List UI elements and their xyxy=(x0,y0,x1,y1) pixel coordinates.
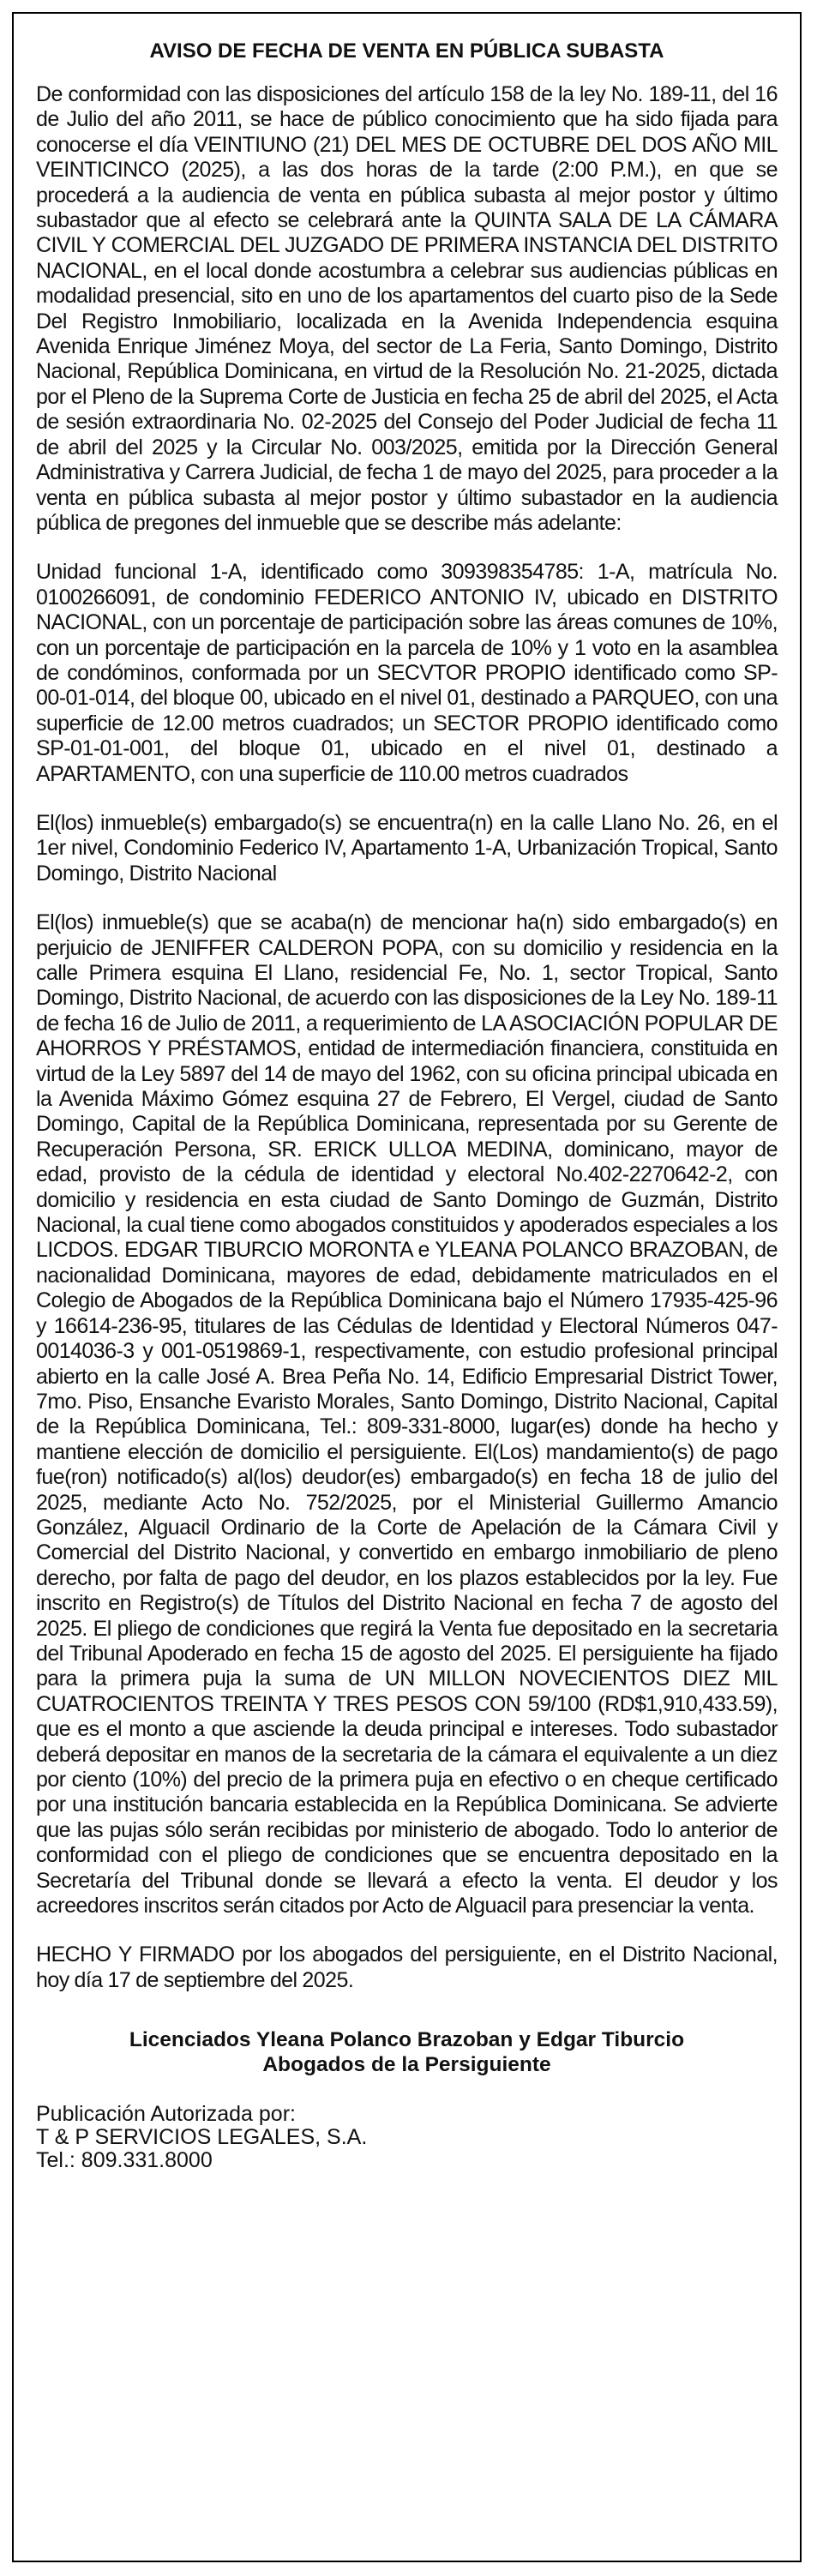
legal-notice xyxy=(12,12,802,2562)
paragraph-property-location: El(los) inmueble(s) embargado(s) se encuentra(n) en la calle Llano No. 26, en el 1er nivel, Condominio Federico IV, Apartamento 1-A, Urbanización Tropical, Santo Domingo, Distrito Nacional xyxy=(36,810,778,886)
publication-authorized-by: Publicación Autorizada por: xyxy=(36,2102,296,2127)
notice-title: AVISO DE FECHA DE VENTA EN PÚBLICA SUBASTA xyxy=(149,39,664,63)
paragraph-signed-date: HECHO Y FIRMADO por los abogados del persiguiente, en el Distrito Nacional, hoy día 17 de septiembre del 2025. xyxy=(36,1943,778,1992)
signers-block xyxy=(36,2027,778,2077)
paragraph-seizure-details: El(los) inmueble(s) que se acaba(n) de mencionar ha(n) sido embargado(s) en perjuicio de JENIFFER CALDERON POPA, con su domicilio y residencia en la calle Primera esquina El Llano, residencial Fe, No. 1, sector Tropical, Santo Domingo, Distrito Nacional, de acuerdo con las disposiciones de la Ley No. 189-11 de fecha 16 de Julio de 2011, a requerimiento de LA ASOCIACIÓN POPULAR DE AHORROS Y PRÉSTAMOS, entidad de intermediación financiera, constituida en virtud de la Ley 5897 del 14 de mayo del 1962, con su oficina principal ubicada en la Avenida Máximo Gómez esquina 27 de Febrero, El Vergel, ciudad de Santo Domingo, Capital de la República Dominicana, representada por su Gerente de Recuperación Persona, SR. ERICK ULLOA MEDINA, dominicano, mayor de edad, provisto de la cédula de identidad y electoral No.402-2270642-2, con domicilio y residencia en esta ciudad de Santo Domingo de Guzmán, Distrito Nacional, la cual tiene como abogados constituidos y apoderados especiales a los LICDOS. EDGAR TIBURCIO MORONTA e YLEANA POLANCO BRAZOBAN, de nacionalidad Dominicana, mayores de edad, debidamente matriculados en el Colegio de Abogados de la República Dominicana bajo el Número 17935-425-96 y 16614-236-95, titulares de las Cédulas de Identidad y Electoral Números 047-0014036-3 y 001-0519869-1, respectivamente, con estudio profesional principal abierto en la calle José A. Brea Peña No. 14, Edificio Empresarial District Tower, 7mo. Piso, Ensanche Evaristo Morales, Santo Domingo, Distrito Nacional, Capital de la República Dominicana, Tel.: 809-331-8000, lugar(es) donde ha hecho y mantiene elección de domicilio el persiguiente. El(Los) mandamiento(s) de pago fue(ron) notificado(s) al(los) deudor(es) embargado(s) en fecha 18 de julio del 2025, mediante Acto No. 752/2025, por el Ministerial Guillermo Amancio González, Alguacil Ordinario de la Corte de Apelación de la Cámara Civil y Comercial del Distrito Nacional, y convertido en embargo inmobiliario de pleno derecho, por falta de pago del deudor, en los plazos establecidos por la ley. Fue inscrito en Registro(s) de Títulos del Distrito Nacional en fecha 7 de agosto del 2025. El pliego de condiciones que regirá la Venta fue depositado en la secretaria del Tribunal Apoderado en fecha 15 de agosto del 2025. El persiguiente ha fijado para la primera puja la suma de UN MILLON NOVECIENTOS DIEZ MIL CUATROCIENTOS TREINTA Y TRES PESOS CON 59/100 (RD$1,910,433.59), que es el monto a que asciende la deuda principal e intereses. Todo subastador deberá depositar en manos de la secretaria de la cámara el equivalente a un diez por ciento (10%) del precio de la primera puja en efectivo o en cheque certificado por una institución bancaria establecida en la República Dominicana. Se advierte que las pujas sólo serán recibidas por ministerio de abogado. Todo lo anterior de conformidad con el pliego de condiciones que se encuentra depositado en la Secretaría del Tribunal donde se llevará a efecto la venta. El deudor y los acreedores inscritos serán citados por Acto de Alguacil para presenciar la venta. xyxy=(36,910,778,1918)
signers-names: Licenciados Yleana Polanco Brazoban y Edgar Tiburcio xyxy=(129,2028,685,2052)
signers-role: Abogados de la Persiguiente xyxy=(262,2053,551,2077)
publication-phone: Tel.: 809.331.8000 xyxy=(36,2148,213,2173)
paragraph-property-description: Unidad funcional 1-A, identificado como 309398354785: 1-A, matrícula No. 0100266091, de condominio FEDERICO ANTONIO IV, ubicado en DISTRITO NACIONAL, con un porcentaje de participación sobre las áreas comunes de 10%, con un porcentaje de participación en la parcela de 10% y 1 voto en la asamblea de condóminos, conformada por un SECVTOR PROPIO identificado como SP-00-01-014, del bloque 00, ubicado en el nivel 01, destinado a PARQUEO, con una superficie de 12.00 metros cuadrados; un SECTOR PROPIO identificado como SP-01-01-001, del bloque 01, ubicado en el nivel 01, destinado a APARTAMENTO, con una superficie de 110.00 metros cuadrados xyxy=(36,560,778,786)
publication-company: T & P SERVICIOS LEGALES, S.A. xyxy=(36,2125,368,2150)
publication-block xyxy=(36,2103,778,2172)
paragraph-auction-date: De conformidad con las disposiciones del artículo 158 de la ley No. 189-11, del 16 de Julio del año 2011, se hace de público conocimiento que ha sido fijada para conocerse el día VEINTIUNO (21) DEL MES DE OCTUBRE DEL DOS AÑO MIL VEINTICINCO (2025), a las dos horas de la tarde (2:00 P.M.), en que se procederá a la audiencia de venta en pública subasta al mejor postor y último subastador que al efecto se celebrará ante la QUINTA SALA DE LA CÁMARA CIVIL Y COMERCIAL DEL JUZGADO DE PRIMERA INSTANCIA DEL DISTRITO NACIONAL, en el local donde acostumbra a celebrar sus audiencias públicas en modalidad presencial, sito en uno de los apartamentos del cuarto piso de la Sede Del Registro Inmobiliario, localizada en la Avenida Independencia esquina Avenida Enrique Jiménez Moya, del sector de La Feria, Santo Domingo, Distrito Nacional, República Dominicana, en virtud de la Resolución No. 21-2025, dictada por el Pleno de la Suprema Corte de Justicia en fecha 25 de abril del 2025, el Acta de sesión extraordinaria No. 02-2025 del Consejo del Poder Judicial de fecha 11 de abril del 2025 y la Circular No. 003/2025, emitida por la Dirección General Administrativa y Carrera Judicial, de fecha 1 de mayo del 2025, para proceder a la venta en pública subasta al mejor postor y último subastador en la audiencia pública de pregones del inmueble que se describe más adelante: xyxy=(36,82,778,535)
